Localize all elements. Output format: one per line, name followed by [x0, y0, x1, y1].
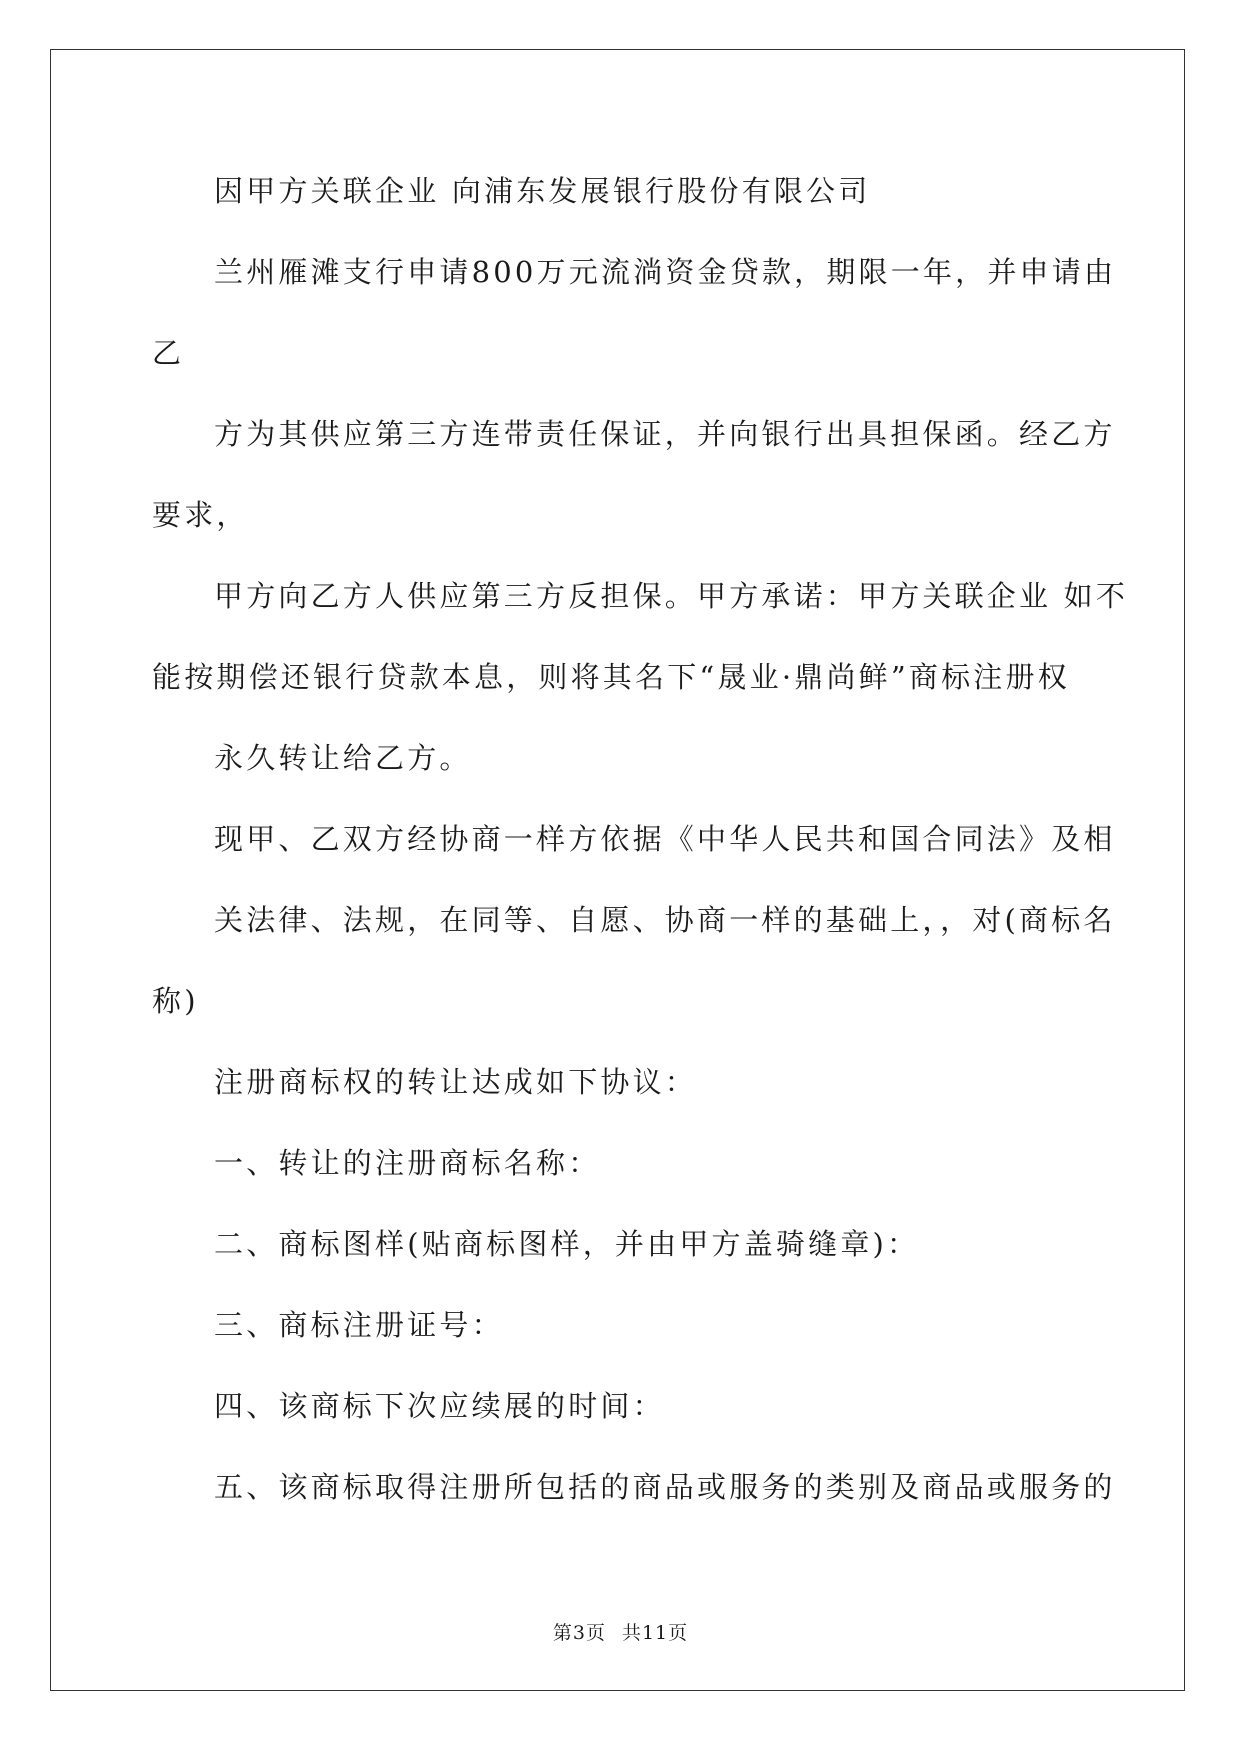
- paragraph-line: 关法律、法规，在同等、自愿、协商一样的基础上，，对(商标名: [214, 903, 1116, 937]
- paragraph-line: 因甲方关联企业 向浦东发展银行股份有限公司: [214, 174, 871, 208]
- paragraph-line: 三、商标注册证号：: [214, 1308, 504, 1342]
- paragraph-line: 注册商标权的转让达成如下协议：: [214, 1065, 698, 1099]
- paragraph-line: 乙: [152, 336, 185, 370]
- paragraph-line: 四、该商标下次应续展的时间：: [214, 1389, 665, 1423]
- page-number: 第3页: [552, 1622, 606, 1644]
- paragraph-line: 称): [152, 984, 199, 1018]
- paragraph-line: 二、商标图样(贴商标图样，并由甲方盖骑缝章)：: [214, 1227, 920, 1261]
- page-border: [50, 49, 1185, 1691]
- paragraph-line: 甲方向乙方人供应第三方反担保。甲方承诺：甲方关联企业 如不: [214, 579, 1129, 613]
- paragraph-line: 永久转让给乙方。: [214, 741, 472, 775]
- page-footer: [0, 1620, 1241, 1646]
- paragraph-line: 一、转让的注册商标名称：: [214, 1146, 601, 1180]
- paragraph-line: 方为其供应第三方连带责任保证，并向银行出具担保函。经乙方: [214, 417, 1116, 451]
- paragraph-line: 五、该商标取得注册所包括的商品或服务的类别及商品或服务的: [214, 1470, 1116, 1504]
- page-total: 共11页: [621, 1622, 689, 1644]
- paragraph-line: 现甲、乙双方经协商一样方依据《中华人民共和国合同法》及相: [214, 822, 1116, 856]
- paragraph-line: 要求，: [152, 498, 249, 532]
- paragraph-line: 兰州雁滩支行申请800万元流淌资金贷款，期限一年，并申请由: [214, 255, 1117, 289]
- paragraph-line: 能按期偿还银行贷款本息，则将其名下“晟业·鼎尚鲜”商标注册权: [152, 660, 1070, 694]
